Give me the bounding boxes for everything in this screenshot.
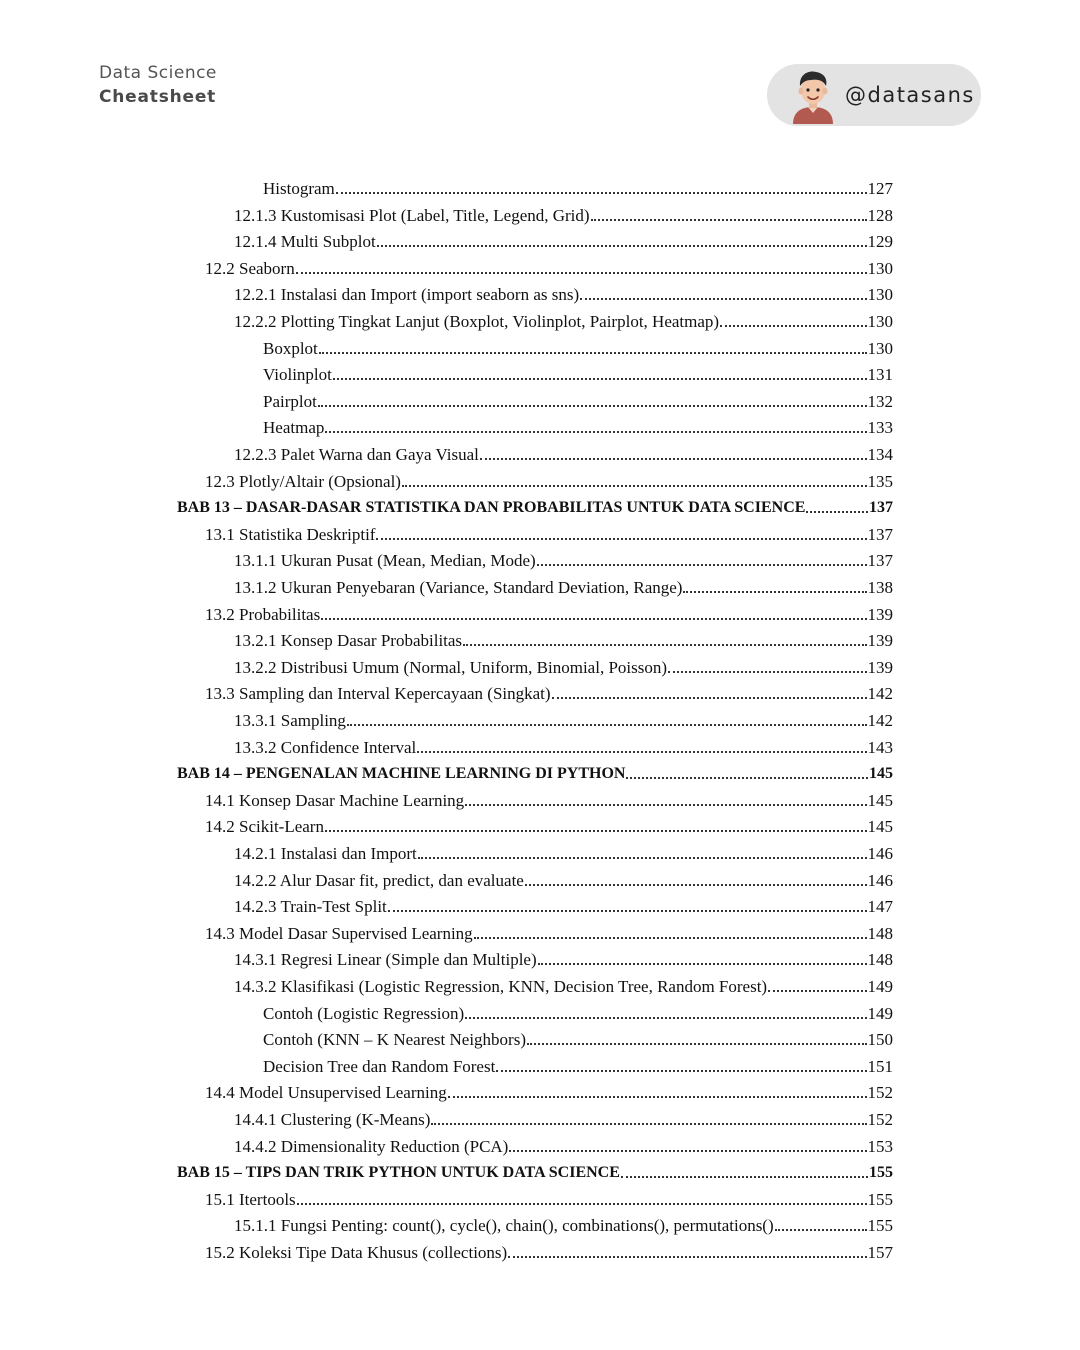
toc-entry-row[interactable] bbox=[263, 360, 893, 386]
toc-page-number: 153 bbox=[867, 1136, 893, 1156]
toc-dot-leader bbox=[621, 1176, 868, 1178]
toc-dot-leader bbox=[509, 1150, 866, 1152]
toc-entry-title: 14.4 Model Unsupervised Learning bbox=[205, 1083, 447, 1103]
toc-entry-row[interactable] bbox=[234, 626, 893, 652]
toc-entry-row[interactable] bbox=[205, 254, 893, 280]
toc-page-number: 155 bbox=[867, 1216, 893, 1236]
brand-line-2: Cheatsheet bbox=[99, 87, 217, 107]
toc-entry-row[interactable] bbox=[263, 413, 893, 439]
toc-entry-row[interactable] bbox=[205, 600, 893, 626]
toc-page-number: 146 bbox=[867, 870, 893, 890]
toc-entry-title: 15.1.1 Fungsi Penting: count(), cycle(), chain(), combinations(), permutations() bbox=[234, 1216, 774, 1236]
toc-page-number: 132 bbox=[867, 391, 893, 411]
toc-dot-leader bbox=[552, 697, 867, 699]
toc-entry-row[interactable] bbox=[234, 227, 893, 253]
toc-page-number: 138 bbox=[867, 578, 893, 597]
toc-entry-title: Boxplot bbox=[263, 338, 318, 358]
toc-dot-leader bbox=[465, 1017, 866, 1019]
toc-entry-title: 12.3 Plotly/Altair (Opsional) bbox=[205, 471, 401, 491]
toc-page-number: 137 bbox=[867, 551, 893, 571]
toc-entry-row[interactable] bbox=[205, 786, 893, 812]
toc-dot-leader bbox=[297, 1203, 867, 1205]
toc-entry-title: 13.3 Sampling dan Interval Kepercayaan (Singkat) bbox=[205, 684, 551, 704]
toc-page-number: 148 bbox=[867, 923, 893, 943]
toc-entry-row[interactable] bbox=[234, 945, 893, 971]
toc-page-number: 149 bbox=[867, 1003, 893, 1023]
toc-dot-leader bbox=[720, 325, 866, 327]
toc-entry-row[interactable] bbox=[205, 520, 893, 546]
toc-dot-leader bbox=[806, 511, 868, 513]
toc-page-number: 142 bbox=[867, 711, 893, 730]
toc-entry-row[interactable] bbox=[205, 919, 893, 945]
toc-dot-leader bbox=[318, 405, 867, 407]
toc-entry-row[interactable] bbox=[205, 1238, 893, 1264]
toc-entry-title: Contoh (Logistic Regression) bbox=[263, 1003, 465, 1023]
toc-dot-leader bbox=[463, 644, 866, 646]
toc-entry-row[interactable] bbox=[263, 999, 893, 1025]
toc-page-number: 130 bbox=[867, 312, 893, 331]
toc-entry-row[interactable] bbox=[234, 653, 893, 679]
toc-entry-row[interactable] bbox=[234, 440, 893, 466]
toc-page-number: 152 bbox=[867, 1110, 893, 1129]
toc-dot-leader bbox=[525, 884, 867, 886]
toc-entry-row[interactable] bbox=[234, 1211, 893, 1237]
toc-dot-leader bbox=[448, 1096, 867, 1098]
toc-page-number: 152 bbox=[867, 1083, 893, 1103]
toc-page-number: 139 bbox=[867, 631, 893, 651]
toc-entry-row[interactable] bbox=[234, 866, 893, 892]
toc-page-number: 130 bbox=[867, 338, 893, 358]
author-handle[interactable]: @datasans bbox=[845, 83, 975, 107]
toc-entry-title: BAB 13 – DASAR-DASAR STATISTIKA DAN PROBABILITAS UNTUK DATA SCIENCE bbox=[177, 499, 806, 517]
toc-page-number: 142 bbox=[867, 684, 893, 704]
toc-page-number: 137 bbox=[869, 499, 893, 517]
toc-dot-leader bbox=[683, 591, 866, 593]
toc-entry-title: 13.2.1 Konsep Dasar Probabilitas bbox=[234, 631, 463, 651]
toc-dot-leader bbox=[333, 378, 867, 380]
toc-entry-title: 12.2.2 Plotting Tingkat Lanjut (Boxplot, Violinplot, Pairplot, Heatmap) bbox=[234, 312, 720, 331]
toc-dot-leader bbox=[325, 431, 866, 433]
toc-entry-title: 13.1.1 Ukuran Pusat (Mean, Median, Mode) bbox=[234, 551, 536, 571]
toc-entry-title: 15.2 Koleksi Tipe Data Khusus (collections) bbox=[205, 1243, 508, 1262]
brand-header bbox=[99, 62, 217, 109]
toc-dot-leader bbox=[347, 724, 867, 726]
toc-entry-row[interactable] bbox=[234, 1132, 893, 1158]
toc-entry-row[interactable] bbox=[234, 733, 893, 759]
toc-entry-title: 13.1.2 Ukuran Penyebaran (Variance, Standard Deviation, Range) bbox=[234, 578, 683, 597]
toc-entry-title: Pairplot bbox=[263, 391, 317, 411]
toc-dot-leader bbox=[496, 1070, 866, 1072]
toc-entry-title: 14.2.2 Alur Dasar fit, predict, dan evaluate bbox=[234, 870, 524, 890]
toc-page-number: 155 bbox=[869, 1164, 893, 1182]
toc-entry-row[interactable] bbox=[205, 1078, 893, 1104]
toc-page-number: 130 bbox=[867, 258, 893, 278]
toc-page-number: 130 bbox=[867, 285, 893, 305]
toc-dot-leader bbox=[527, 1043, 867, 1045]
toc-entry-title: 13.1 Statistika Deskriptif bbox=[205, 524, 376, 544]
toc-entry-row[interactable] bbox=[234, 972, 893, 998]
toc-page-number: 150 bbox=[867, 1030, 893, 1050]
brand-line-1: Data Science bbox=[99, 63, 217, 83]
toc-page-number: 129 bbox=[867, 232, 893, 252]
toc-entry-row[interactable] bbox=[205, 679, 893, 705]
toc-page-number: 139 bbox=[867, 604, 893, 624]
toc-dot-leader bbox=[296, 272, 867, 274]
toc-entry-title: 15.1 Itertools bbox=[205, 1189, 296, 1209]
toc-entry-title: 12.2 Seaborn bbox=[205, 258, 295, 278]
toc-dot-leader bbox=[668, 671, 866, 673]
toc-dot-leader bbox=[321, 618, 866, 620]
toc-page-number: 145 bbox=[867, 817, 893, 837]
toc-entry-row[interactable] bbox=[263, 387, 893, 413]
toc-entry-title: 14.4.2 Dimensionality Reduction (PCA) bbox=[234, 1136, 509, 1156]
toc-dot-leader bbox=[508, 1256, 866, 1258]
toc-page-number: 133 bbox=[867, 418, 893, 438]
toc-page-number: 145 bbox=[869, 765, 893, 783]
toc-page-number: 135 bbox=[867, 471, 893, 491]
toc-dot-leader bbox=[580, 298, 866, 300]
toc-entry-title: Contoh (KNN – K Nearest Neighbors) bbox=[263, 1030, 526, 1050]
toc-entry-row[interactable] bbox=[234, 706, 893, 732]
toc-dot-leader bbox=[474, 937, 867, 939]
toc-dot-leader bbox=[538, 963, 867, 965]
toc-entry-title: BAB 15 – TIPS DAN TRIK PYTHON UNTUK DATA SCIENCE bbox=[177, 1164, 620, 1182]
toc-entry-title: Heatmap bbox=[263, 418, 325, 438]
toc-page-number: 137 bbox=[867, 524, 893, 544]
toc-entry-row[interactable] bbox=[234, 201, 893, 227]
toc-entry-row[interactable] bbox=[234, 307, 893, 333]
toc-dot-leader bbox=[431, 1123, 866, 1125]
toc-page-number: 143 bbox=[867, 737, 893, 757]
toc-entry-title: 13.3.1 Sampling bbox=[234, 711, 346, 730]
toc-page-number: 134 bbox=[867, 445, 893, 464]
toc-entry-row[interactable] bbox=[263, 1052, 893, 1078]
toc-dot-leader bbox=[465, 804, 866, 806]
toc-entry-title: 14.2.3 Train-Test Split bbox=[234, 897, 387, 917]
toc-chapter-row[interactable] bbox=[177, 1158, 893, 1184]
toc-page-number: 127 bbox=[867, 179, 893, 198]
toc-dot-leader bbox=[775, 1229, 867, 1231]
toc-page-number: 155 bbox=[867, 1189, 893, 1209]
toc-entry-title: 12.1.4 Multi Subplot bbox=[234, 232, 376, 252]
toc-page-number: 148 bbox=[867, 950, 893, 970]
toc-dot-leader bbox=[377, 245, 867, 247]
toc-dot-leader bbox=[768, 990, 866, 992]
toc-page-number: 151 bbox=[867, 1056, 893, 1076]
toc-entry-row[interactable] bbox=[234, 546, 893, 572]
person-avatar-icon bbox=[787, 68, 839, 124]
toc-entry-row[interactable] bbox=[205, 812, 893, 838]
toc-page-number: 157 bbox=[867, 1243, 893, 1262]
toc-page-number: 139 bbox=[867, 657, 893, 677]
toc-dot-leader bbox=[325, 830, 867, 832]
toc-entry-title: 12.2.1 Instalasi dan Import (import seaborn as sns) bbox=[234, 285, 580, 305]
toc-entry-row[interactable] bbox=[263, 334, 893, 360]
toc-entry-title: Violinplot bbox=[263, 365, 332, 385]
toc-dot-leader bbox=[376, 538, 866, 540]
toc-dot-leader bbox=[402, 485, 867, 487]
toc-entry-title: 12.2.3 Palet Warna dan Gaya Visual bbox=[234, 445, 479, 464]
toc-entry-title: 14.2.1 Instalasi dan Import bbox=[234, 844, 417, 863]
toc-entry-title: Histogram bbox=[263, 179, 335, 198]
toc-entry-row[interactable] bbox=[234, 839, 893, 865]
toc-entry-title: 13.2.2 Distribusi Umum (Normal, Uniform, Binomial, Poisson) bbox=[234, 657, 668, 677]
toc-entry-row[interactable] bbox=[263, 1025, 893, 1051]
toc-entry-row[interactable] bbox=[234, 892, 893, 918]
toc-entry-title: 14.3 Model Dasar Supervised Learning bbox=[205, 923, 473, 943]
toc-entry-title: BAB 14 – PENGENALAN MACHINE LEARNING DI PYTHON bbox=[177, 765, 626, 783]
toc-chapter-row[interactable] bbox=[177, 493, 893, 519]
toc-entry-row[interactable] bbox=[263, 174, 893, 200]
toc-chapter-row[interactable] bbox=[177, 759, 893, 785]
toc-entry-row[interactable] bbox=[234, 573, 893, 599]
toc-entry-title: 13.2 Probabilitas bbox=[205, 604, 321, 624]
toc-dot-leader bbox=[319, 352, 867, 354]
toc-page-number: 131 bbox=[867, 365, 893, 385]
toc-dot-leader bbox=[388, 910, 867, 912]
toc-dot-leader bbox=[537, 564, 867, 566]
toc-dot-leader bbox=[591, 219, 867, 221]
toc-page-number: 146 bbox=[867, 844, 893, 863]
toc-page-number: 145 bbox=[867, 790, 893, 810]
toc-entry-title: Decision Tree dan Random Forest bbox=[263, 1056, 496, 1076]
toc-entry-title: 14.4.1 Clustering (K-Means) bbox=[234, 1110, 431, 1129]
toc-entry-title: 14.1 Konsep Dasar Machine Learning bbox=[205, 790, 465, 810]
toc-entry-title: 13.3.2 Confidence Interval bbox=[234, 737, 417, 757]
toc-page-number: 128 bbox=[867, 205, 893, 225]
author-badge[interactable] bbox=[767, 64, 981, 126]
toc-entry-title: 12.1.3 Kustomisasi Plot (Label, Title, Legend, Grid) bbox=[234, 205, 590, 225]
toc-entry-title: 14.3.1 Regresi Linear (Simple dan Multiple) bbox=[234, 950, 537, 970]
toc-page-number: 149 bbox=[867, 977, 893, 996]
toc-dot-leader bbox=[417, 751, 866, 753]
toc-entry-title: 14.2 Scikit-Learn bbox=[205, 817, 324, 837]
toc-entry-row[interactable] bbox=[205, 467, 893, 493]
toc-dot-leader bbox=[336, 192, 867, 194]
toc-entry-row[interactable] bbox=[234, 1105, 893, 1131]
toc-dot-leader bbox=[418, 857, 867, 859]
toc-entry-row[interactable] bbox=[234, 280, 893, 306]
toc-dot-leader bbox=[626, 777, 868, 779]
toc-page-number: 147 bbox=[867, 897, 893, 917]
toc-entry-row[interactable] bbox=[205, 1185, 893, 1211]
toc-entry-title: 14.3.2 Klasifikasi (Logistic Regression, KNN, Decision Tree, Random Forest) bbox=[234, 977, 768, 996]
toc-dot-leader bbox=[480, 458, 867, 460]
